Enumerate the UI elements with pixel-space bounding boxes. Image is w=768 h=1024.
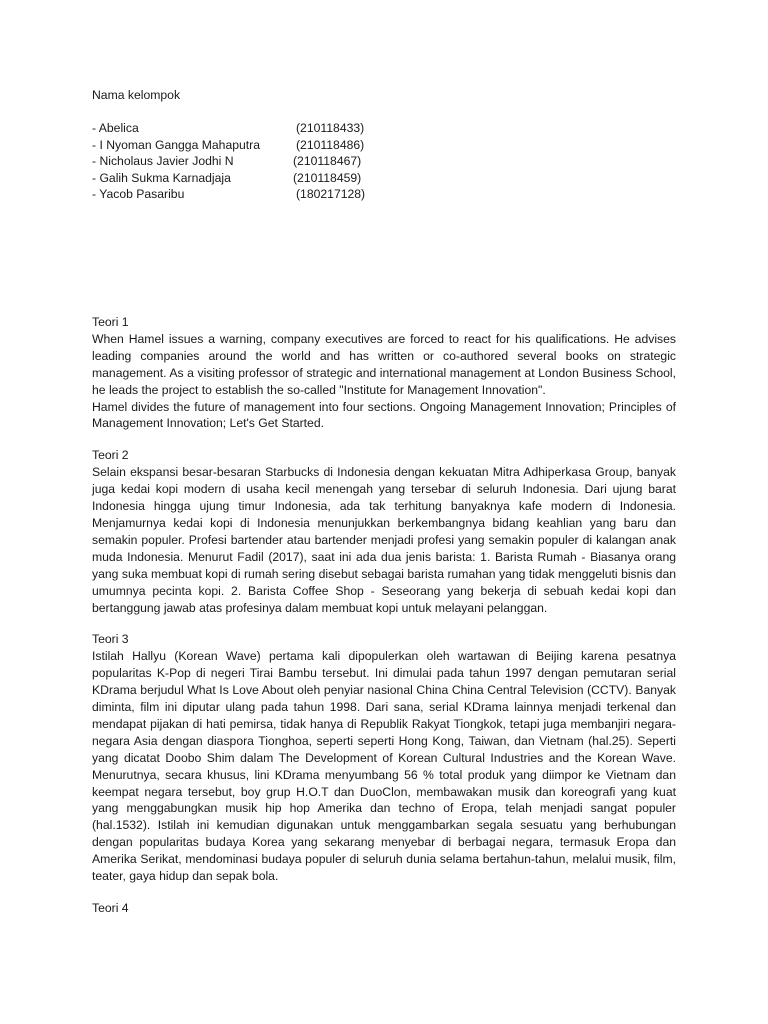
section-body xyxy=(92,464,676,616)
section-teori-2 xyxy=(92,447,676,616)
member-row xyxy=(92,137,412,154)
section-teori-4 xyxy=(92,900,676,917)
group-title: Nama kelompok xyxy=(92,88,181,102)
document-body xyxy=(92,314,676,932)
member-name: - Abelica xyxy=(92,121,139,135)
member-name: - Galih Sukma Karnadjaja xyxy=(92,170,231,185)
paragraph: Selain ekspansi besar-besaran Starbucks di Indonesia dengan kekuatan Mitra Adhiperkasa Group, banyak juga kedai kopi modern di usaha kecil menengah yang tersebar di seluruh Indonesia. Dari ujung barat Indonesia hingga ujung timur Indonesia, ada tak terhitung banyaknya kafe modern di Indonesia. Menjamurnya kedai kopi di Indonesia menunjukkan berkembangnya bidang keahlian yang baru dan semakin populer. Profesi bartender atau bartender menjadi profesi yang semakin populer di kalangan anak muda Indonesia. Menurut Fadil (2017), saat ini ada dua jenis barista: 1. Barista Rumah - Biasanya orang yang suka membuat kopi di rumah sering disebut sebagai barista rumahan yang tidak menggeluti bisnis dan umumnya pecinta kopi. 2. Barista Coffee Shop - Seseorang yang bekerja di sebuah kedai kopi dan bertanggung jawab atas profesinya dalam membuat kopi untuk melayani pelanggan. xyxy=(92,465,676,615)
member-row xyxy=(92,186,412,203)
member-nim: (210118459) xyxy=(293,170,362,185)
member-name: - I Nyoman Gangga Mahaputra xyxy=(92,137,261,152)
member-row xyxy=(92,153,412,170)
paragraph: Hamel divides the future of management into four sections. Ongoing Management Innovation; Principles of Management Innovation; Let's Get Started. xyxy=(92,399,676,431)
section-teori-1 xyxy=(92,314,676,432)
section-title: Teori 2 xyxy=(92,448,129,463)
section-title: Teori 1 xyxy=(92,315,129,329)
member-list xyxy=(92,120,412,203)
section-teori-3 xyxy=(92,631,676,885)
section-body xyxy=(92,648,676,885)
section-body xyxy=(92,331,676,432)
section-title: Teori 4 xyxy=(92,901,129,915)
member-nim: (210118433) xyxy=(296,121,365,135)
member-name: - Nicholaus Javier Jodhi N xyxy=(92,154,234,169)
member-nim: (210118467) xyxy=(293,154,362,169)
member-nim: (210118486) xyxy=(296,137,365,152)
paragraph: When Hamel issues a warning, company executives are forced to react for his qualifications. He advises leading companies around the world and has written or co-authored several books on strategic management. As a visiting professor of strategic and international management at London Business School, he leads the project to establish the so-called "Institute for Management Innovation". xyxy=(92,331,676,397)
member-row xyxy=(92,170,412,187)
member-name: - Yacob Pasaribu xyxy=(92,187,185,202)
member-nim: (180217128) xyxy=(296,187,366,202)
section-title: Teori 3 xyxy=(92,632,129,647)
member-row xyxy=(92,120,412,137)
paragraph: Istilah Hallyu (Korean Wave) pertama kali dipopulerkan oleh wartawan di Beijing karena pesatnya popularitas K-Pop di negeri Tirai Bambu tersebut. Ini dimulai pada tahun 1997 dengan pemutaran serial KDrama berjudul What Is Love About oleh penyiar nasional China China Central Television (CCTV). Banyak diminta, film ini diputar ulang pada tahun 1998. Dari sana, serial KDrama lainnya menjadi terkenal dan mendapat pijakan di hati pemirsa, tidak hanya di Republik Rakyat Tiongkok, tetapi juga membanjiri negara-negara Asia dengan diaspora Tionghoa, seperti seperti Hong Kong, Taiwan, dan Vietnam (hal.25). Seperti yang dicatat Doobo Shim dalam The Development of Korean Cultural Industries and the Korean Wave. Menurutnya, secara khusus, lini KDrama menyumbang 56 % total produk yang diimpor ke Vietnam dan keempat negara tersebut, boy grup H.O.T dan DuoClon, membawakan musik dan koreografi yang kuat yang menggabungkan musik hip hop Amerika dan techno of Eropa, telah menjadi sangat populer (hal.1532). Istilah ini kemudian digunakan untuk menggambarkan segala sesuatu yang berhubungan dengan popularitas budaya Korea yang sekarang menyebar di berbagai negara, termasuk Eropa dan Amerika Serikat, mendominasi budaya populer di seluruh dunia selama bertahun-tahun, melalui musik, film, teater, gaya hidup dan sepak bola. xyxy=(92,649,676,884)
